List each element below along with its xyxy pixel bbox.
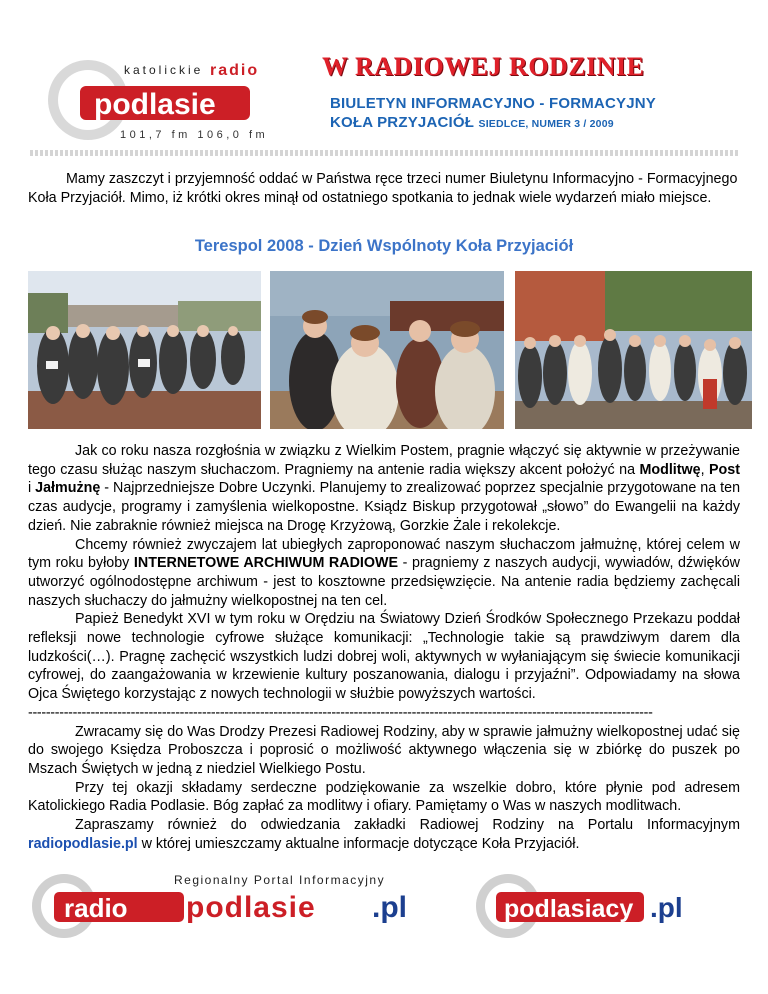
paragraph-lent <box>28 442 740 536</box>
p6-text-a: Zapraszamy również do odwiedzania zakładki Radiowej Rodziny na Portalu Informacyjnym <box>75 817 740 834</box>
p6-text-c: w której umieszczamy aktualne informacje dotyczące Koła Przyjaciół. <box>137 835 580 852</box>
paragraph-presidents: Zwracamy się do Was Drodzy Prezesi Radiowej Rodziny, aby w sprawie jałmużny wielkopostnej udać się do swojego Księdza Proboszcza i poprosić o możliwość aktywnego włączenia się w zbiórkę do puszek po Mszach Świętych w jedną z niedziel Wielkiego Postu. <box>28 723 740 777</box>
issue-org: KOŁA PRZYJACIÓŁ <box>330 114 479 131</box>
photo-choir-church <box>515 271 752 429</box>
podlasiacy-pl: .pl <box>650 892 683 923</box>
paragraph-pope: Papież Benedykt XVI w tym roku w Orędziu na Światowy Dzień Środków Społecznego Przekazu poddał refleksji nowe technologie cyfrowe służące komunikacji: „Technologie takie są prawdziwym darem dla ludzkości(…). Pragnę zachęcić wszystkich ludzi dobrej woli, aktywnych w wyłaniającym się świecie komunikacji cyfrowej, do zaangażowania w krzewienie kultury poszanowania, dialogu i przyjaźni”. Odpowiadamy na słowa Ojca Świętego korzystając z nowych technologii w służbie powyższych wartości. <box>28 611 740 703</box>
article-body <box>28 442 740 853</box>
p1-text-c: - Najprzedniejsze Dobre Uczynki. Planujemy to zrealizować poprzez specjalnie przygotowane na ten czas audycje, programy i zamyślenia wielkopostne. Ksiądz Biskup przygotował „słowo” do Ewangelii na każdy dzień. Nie zabraknie również miejsca na Drogę Krzyżową, Gorzkie Żale i rekolekcje. <box>28 480 741 534</box>
header-divider <box>30 150 740 156</box>
intro-paragraph <box>28 170 740 207</box>
radiopodlasie-portal-logo <box>24 868 464 938</box>
bulletin-issue-line <box>330 114 614 131</box>
radio-podlasie-logo <box>44 52 294 152</box>
intro-text: Mamy zaszczyt i przyjemność oddać w Państwa ręce trzeci numer Biuletynu Informacyjno - Formacyjnego Koła Przyjaciół. Mimo, iż krótki okres minął od ostatniego spotkania to jednak wiele wydarzeń miało miejsce. <box>28 171 738 206</box>
portal-podlasie: podlasie <box>186 891 316 924</box>
p1-alms: Jałmużnę <box>35 480 101 497</box>
podlasiacy-name: podlasiacy <box>504 895 634 923</box>
bulletin-title: W RADIOWEJ RODZINIE <box>322 52 645 81</box>
logo-radio: radio <box>210 62 260 79</box>
portal-radio: radio <box>64 893 128 923</box>
portal-pl: .pl <box>372 891 407 924</box>
podlasiacy-logo <box>468 870 728 940</box>
p1-sep2: i <box>28 480 36 497</box>
bulletin-subtitle: BIULETYN INFORMACYJNO - FORMACYJNY <box>330 95 656 112</box>
p1-prayer: Modlitwę <box>639 461 701 478</box>
issue-number: SIEDLCE, NUMER 3 / 2009 <box>478 118 614 130</box>
p1-sep1: , <box>700 461 710 478</box>
radiopodlasie-link[interactable]: radiopodlasie.pl <box>28 835 138 852</box>
paragraph-thanks: Przy tej okazji składamy serdeczne podziękowanie za wszelkie dobro, które płynie pod adresem Katolickiego Radia Podlasie. Bóg zapłać za modlitwy i ofiary. Pamiętamy o Was w naszych modlitwach. <box>28 779 740 815</box>
p1-text-a: Jak co roku nasza rozgłośnia w związku z Wielkim Postem, pragnie włączyć się aktywnie w przeżywanie tego czasu służąc naszym słuchaczom. Pragniemy na antenie radia większy akcent położyć na <box>28 443 740 478</box>
paragraph-archive <box>28 536 740 611</box>
p1-fast: Post <box>709 461 740 478</box>
logo-frequencies: 101,7 fm 106,0 fm <box>120 129 269 141</box>
logo-podlasie: podlasie <box>94 88 216 121</box>
dashed-separator: -------------------------------------------------------------------------------------------------------------------------------------------- <box>28 704 653 721</box>
p2-text-c: - pragniemy z naszych audycji, wywiadów, dźwięków utworzyć ogólnodostępne archiwum - jest to kosztowne przedsięwzięcie. Na antenie radia będziemy zachęcali naszych słuchaczy do jałmużny wielkopostnej na ten cel. <box>28 555 740 609</box>
p2-archive: INTERNETOWE ARCHIWUM RADIOWE <box>133 555 399 572</box>
p2-text-a: Chcemy również zwyczajem lat ubiegłych zaproponować naszym słuchaczom jałmużnę, której celem w tym roku byłoby <box>28 536 740 572</box>
logo-katolickie: katolickie <box>124 63 204 77</box>
photo-women-group <box>270 271 504 429</box>
paragraph-invite <box>28 816 740 853</box>
photo-crowd-outdoor <box>28 271 261 429</box>
portal-tagline: Regionalny Portal Informacyjny <box>174 873 386 887</box>
section-title: Terespol 2008 - Dzień Wspólnoty Koła Przyjaciół <box>194 237 574 255</box>
